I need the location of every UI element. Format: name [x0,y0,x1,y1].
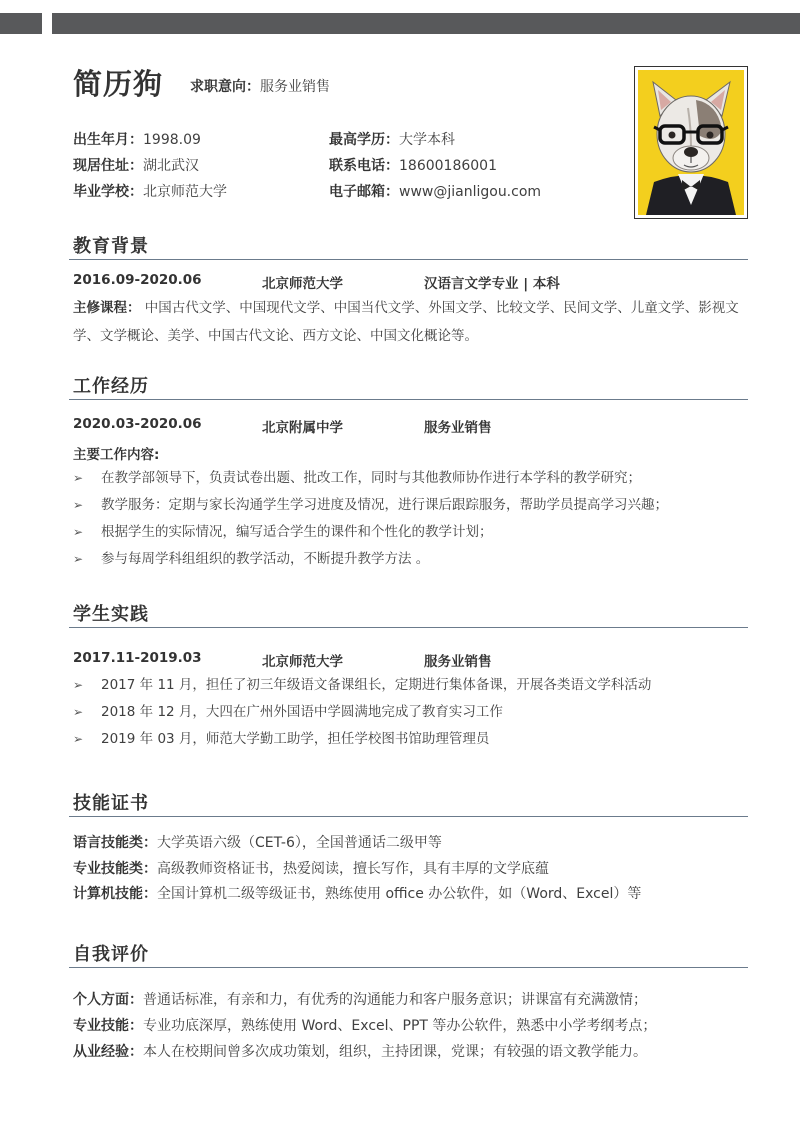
dog-avatar-icon [638,70,744,215]
residence-row [73,153,227,179]
degree-value: 大学本科 [399,132,455,148]
practice-item-text: 2017 年 11 月，担任了初三年级语文备课组长，定期进行集体备课，开展各类语文学科活动 [101,677,652,693]
phone-label: 联系电话： [329,158,399,174]
school-value: 北京师范大学 [143,184,227,200]
job-intent-value: 服务业销售 [260,79,330,95]
work-duty-text: 教学服务：定期与家长沟通学生学习进度及情况，进行课后跟踪服务，帮助学员提高学习兴趣； [101,497,668,513]
practice-position: 服务业销售 [424,654,492,670]
practice-list [73,672,749,753]
phone-row [329,153,541,179]
residence-label: 现居住址： [73,158,143,174]
skills-divider [69,816,748,817]
courses-value: 中国古代文学、中国现代文学、中国当代文学、外国文学、比较文学、民间文学、儿童文学、影视文学、文学概论、美学、中国古代文论、西方文论、中国文化概论等。 [73,300,739,344]
practice-title: 学生实践 [73,604,149,625]
language-skill-row [73,830,442,856]
list-item [73,699,749,726]
email-row [329,179,541,205]
email-label: 电子邮箱： [329,184,399,200]
work-title: 工作经历 [73,376,149,397]
birth-row [73,127,227,153]
pro-skill-value: 高级教师资格证书，热爱阅读，擅长写作，具有丰厚的文学底蕴 [157,861,549,877]
education-major: 汉语言文学专业 | 本科 [424,276,560,292]
practice-item-text: 2018 年 12 月，大四在广州外国语中学圆满地完成了教育实习工作 [101,704,503,720]
list-item [73,546,749,573]
arrow-bullet-icon: ➢ [73,705,84,719]
work-divider [69,399,748,400]
birth-label: 出生年月： [73,132,143,148]
school-row [73,179,227,205]
language-skill-value: 大学英语六级（CET-6），全国普通话二级甲等 [157,835,442,851]
practice-divider [69,627,748,628]
list-item [73,726,749,753]
computer-skill-row [73,881,641,907]
computer-skill-value: 全国计算机二级等级证书，熟练使用 office 办公软件，如（Word、Excel）等 [157,886,642,902]
work-company: 北京附属中学 [262,420,343,436]
education-school: 北京师范大学 [262,276,343,292]
list-item [73,492,749,519]
list-item [73,672,749,699]
courses-label: 主修课程： [73,300,141,316]
arrow-bullet-icon: ➢ [73,498,84,512]
birth-value: 1998.09 [143,132,201,148]
practice-item-text: 2019 年 03 月，师范大学勤工助学，担任学校图书馆助理管理员 [101,731,490,747]
self-eval-divider [69,967,748,968]
education-title: 教育背景 [73,236,149,257]
personal-aspect-label: 个人方面： [73,992,143,1008]
arrow-bullet-icon: ➢ [73,471,84,485]
work-content-label: 主要工作内容: [73,447,160,463]
experience-row [73,1039,647,1065]
pro-aspect-value: 专业功底深厚，熟练使用 Word、Excel、PPT 等办公软件，熟悉中小学考纲考点； [143,1018,657,1034]
experience-value: 本人在校期间曾多次成功策划，组织，主持团课，党课；有较强的语文教学能力。 [143,1044,647,1060]
work-position: 服务业销售 [424,420,492,436]
language-skill-label: 语言技能类： [73,835,157,851]
practice-school: 北京师范大学 [262,654,343,670]
candidate-name: 简历狗 [73,67,164,101]
arrow-bullet-icon: ➢ [73,552,84,566]
pro-skill-row [73,856,549,882]
job-intent [190,76,330,96]
personal-aspect-row [73,987,647,1013]
pro-skill-label: 专业技能类： [73,861,157,877]
education-period: 2016.09-2020.06 [73,272,202,288]
residence-value: 湖北武汉 [143,158,199,174]
education-courses [73,294,749,350]
email-value: www@jianligou.com [399,184,542,200]
degree-row [329,127,541,153]
profile-photo [634,66,748,219]
pro-aspect-label: 专业技能： [73,1018,143,1034]
school-label: 毕业学校： [73,184,143,200]
experience-label: 从业经验： [73,1044,143,1060]
personal-info-left [73,127,227,205]
personal-info-right [329,127,541,205]
dog-avatar-image [638,70,744,215]
arrow-bullet-icon: ➢ [73,732,84,746]
arrow-bullet-icon: ➢ [73,678,84,692]
arrow-bullet-icon: ➢ [73,525,84,539]
work-duty-text: 参与每周学科组组织的教学活动，不断提升教学方法 。 [101,551,430,567]
work-duties-list [73,465,749,573]
phone-value: 18600186001 [399,158,497,174]
skills-title: 技能证书 [73,793,149,814]
personal-aspect-value: 普通话标准，有亲和力，有优秀的沟通能力和客户服务意识；讲课富有充满激情； [143,992,647,1008]
list-item [73,519,749,546]
list-item [73,465,749,492]
education-divider [69,259,748,260]
work-duty-text: 在教学部领导下，负责试卷出题、批改工作，同时与其他教师协作进行本学科的教学研究； [101,470,641,486]
top-bar-left [0,13,42,34]
self-eval-title: 自我评价 [73,944,149,965]
top-bar-right [52,13,800,34]
work-period: 2020.03-2020.06 [73,416,202,432]
computer-skill-label: 计算机技能： [73,886,157,902]
job-intent-label: 求职意向： [190,79,260,95]
practice-period: 2017.11-2019.03 [73,650,202,666]
work-duty-text: 根据学生的实际情况，编写适合学生的课件和个性化的教学计划； [101,524,493,540]
pro-aspect-row [73,1013,656,1039]
degree-label: 最高学历： [329,132,399,148]
